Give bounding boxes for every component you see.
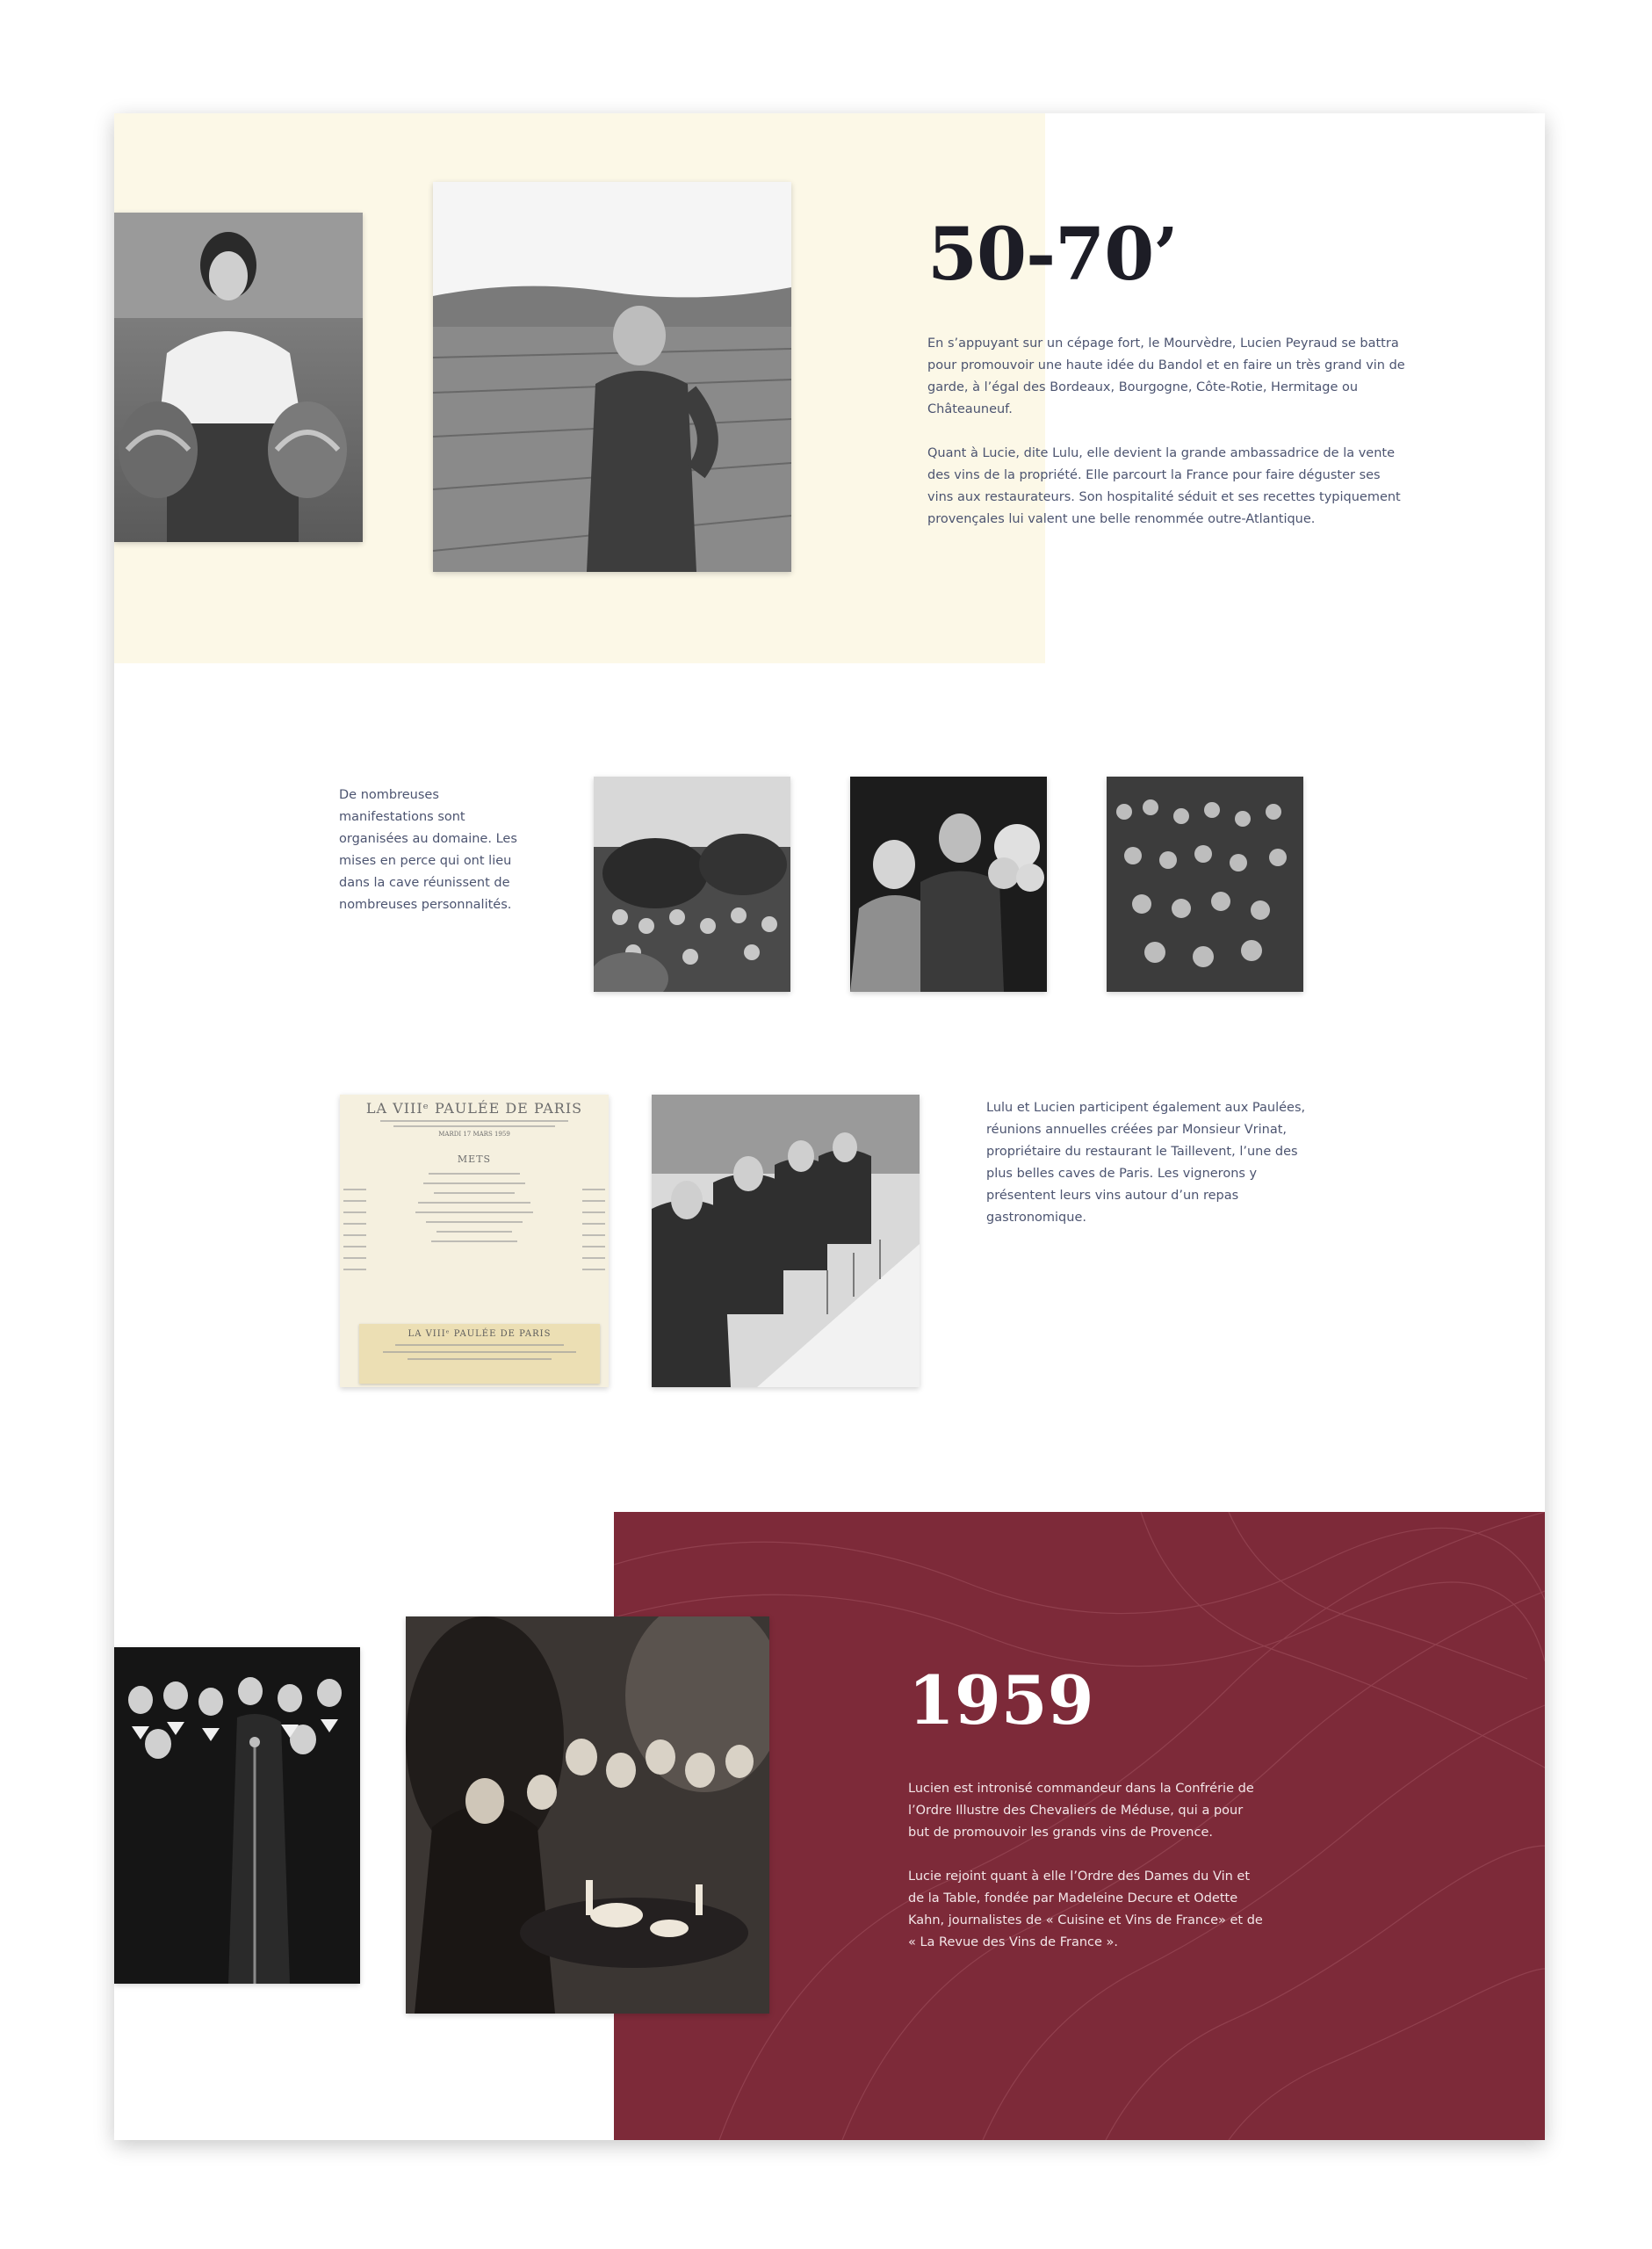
intro-paragraph-2: Quant à Lucie, dite Lulu, elle devient la grande ambassadrice de la vente des vins de la propriété. Elle parcourt la France pour faire déguster ses vins aux restaurateurs. Son hospitalité séduit et ses recettes typiquement provençales lui valent une belle renommée outre-Atlantique. [927,446,1401,526]
photo-lucien-in-vineyard [433,182,791,572]
heading-1959: 1959 [908,1661,1094,1739]
text-1959 [908,1778,1266,1954]
text-1959-paragraph-2: Lucie rejoint quant à elle l’Ordre des Dames du Vin et de la Table, fondée par Madeleine Decure et Odette Kahn, journalistes de « Cuisine et Vins de France» et de « La Revue des Vins de France ». [908,1869,1263,1949]
photo-confrerie-singers [114,1647,360,1984]
events-text [339,785,528,916]
paulees-text [986,1097,1313,1229]
menu-dish-lines [340,1173,609,1242]
paulee-menu-document [340,1095,609,1387]
menu-title: LA VIIIᵉ PAULÉE DE PARIS [365,1100,583,1117]
events-paragraph: De nombreuses manifestations sont organisées au domaine. Les mises en perce qui ont lieu dans la cave réunissent de nombreuses personnalités. [339,788,517,912]
photo-crowd-in-cellar [1107,777,1303,992]
menu-mets-label: METS [457,1153,492,1165]
paulees-paragraph: Lulu et Lucien participent également aux Paulées, réunions annuelles créées par Monsieur Vrinat, propriétaire du restaurant le Taillevent, l’une des plus belles caves de Paris. Les vignerons y présentent leurs vins autour d’un repas gastronomique. [986,1101,1306,1225]
menu-wine-list-right [582,1179,605,1280]
photo-toast-with-glass [850,777,1047,992]
photo-chevaliers-ceremony [406,1616,769,2014]
menu-invitation-slip [359,1324,600,1384]
photo-cellar-crowd-barrels [594,777,790,992]
heading-50-70: 50-70’ [927,213,1178,297]
photo-paulee-banquet [652,1095,920,1387]
photo-lucie-with-fish [114,213,363,542]
history-page [114,113,1545,2140]
menu-subtitle-lines [340,1120,609,1127]
menu-wine-list-left [343,1179,366,1280]
text-1959-paragraph-1: Lucien est intronisé commandeur dans la Confrérie de l’Ordre Illustre des Chevaliers de Méduse, qui a pour but de promouvoir les grands vins de Provence. [908,1782,1254,1840]
menu-slip-title: LA VIIIᵉ PAULÉE DE PARIS [408,1329,552,1339]
menu-date: MARDI 17 MARS 1959 [438,1131,510,1138]
intro-paragraph-1: En s’appuyant sur un cépage fort, le Mourvèdre, Lucien Peyraud se battra pour promouvoir une haute idée du Bandol et en faire un très grand vin de garde, à l’égal des Bordeaux, Bourgogne, Côte-Rotie, Hermitage ou Châteauneuf. [927,336,1405,416]
intro-text [927,333,1406,531]
